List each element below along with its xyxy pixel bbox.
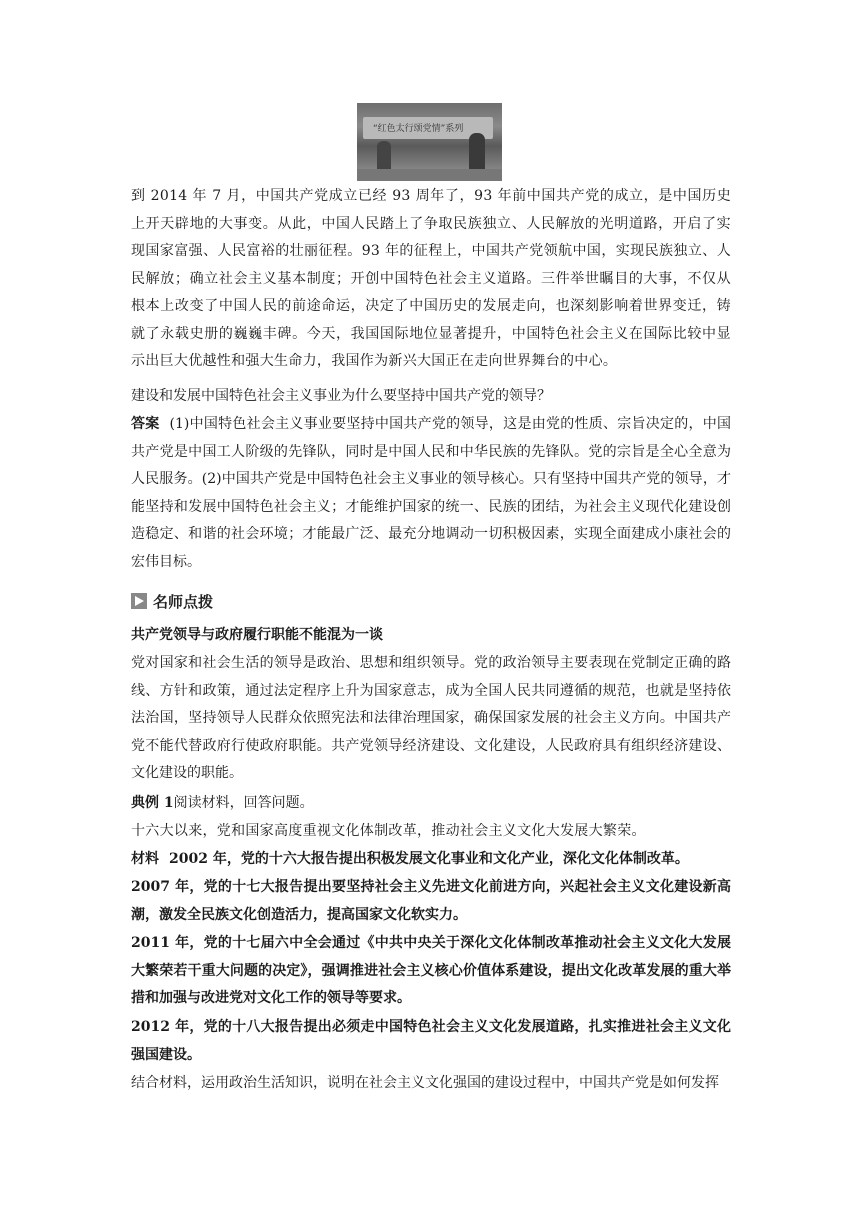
section-title: 名师点拨 bbox=[153, 592, 214, 611]
material-2011-text: 2011 年，党的十七届六中全会通过《中共中央关于深化文化体制改革推动社会主义文化大发展大繁荣若干重大问题的决定》，强调推进社会主义核心价值体系建设，提出文化改革发展的重大举措和加强与改进党对文化工作的领导等要求。 bbox=[131, 935, 731, 1006]
answer-text: (1)中国特色社会主义事业要坚持中国共产党的领导，这是由党的性质、宗旨决定的，中国共产党是中国工人阶级的先锋队，同时是中国人民和中华民族的先锋队。党的宗旨是全心全意为人民服务。(2)中国共产党是中国特色社会主义事业的领导核心。只有坚持中国共产党的领导，才能坚持和发展中国特色社会主义；才能维护国家的统一、民族的团结，为社会主义现代化建设创造稳定、和谐的社会环境；才能最广泛、最充分地调动一切积极因素，实现全面建成小康社会的宏伟目标。 bbox=[131, 416, 731, 570]
material-label: 材料 bbox=[131, 851, 159, 867]
example-prompt-block bbox=[131, 790, 731, 818]
example-prompt: 阅读材料，回答问题。 bbox=[173, 795, 314, 811]
photo-ground bbox=[357, 169, 502, 181]
material-2002-line bbox=[131, 846, 731, 874]
intro-material-text: 到 2014 年 7 月，中国共产党成立已经 93 周年了，93 年前中国共产党的成立，是中国历史上开天辟地的大事变。从此，中国人民踏上了争取民族独立、人民解放的光明道路，开启了实现国家富强、人民富裕的壮丽征程。93 年的征程上，中国共产党领航中国，实现民族独立、人民解放；确立社会主义基本制度；开创中国特色社会主义道路。三件举世瞩目的大事，不仅从根本上改变了中国人民的前途命运，决定了中国历史的发展走向，也深刻影响着世界变迁，铸就了永载史册的巍巍丰碑。今天，我国国际地位显著提升，中国特色社会主义在国际比较中显示出巨大优越性和强大生命力，我国作为新兴大国正在走向世界舞台的中心。 bbox=[131, 188, 731, 369]
question-block bbox=[131, 383, 731, 411]
event-photo bbox=[357, 103, 502, 181]
photo-banner-text: “红色太行颂党情”系列 bbox=[373, 124, 464, 134]
question-text: 建设和发展中国特色社会主义事业为什么要坚持中国共产党的领导？ bbox=[131, 388, 551, 404]
intro-material-block bbox=[131, 183, 731, 376]
material-2007-block bbox=[131, 874, 731, 929]
example-label: 典例 1 bbox=[131, 795, 174, 811]
play-triangle-icon bbox=[131, 593, 147, 609]
material-2002-text: 2002 年，党的十六大报告提出积极发展文化事业和文化产业，深化文化体制改革。 bbox=[169, 851, 689, 867]
example-question-text: 结合材料，运用政治生活知识，说明在社会主义文化强国的建设过程中，中国共产党是如何发挥 bbox=[131, 1075, 719, 1091]
answer-label: 答案 bbox=[131, 416, 160, 432]
material-2012-text: 2012 年，党的十八大报告提出必须走中国特色社会主义文化发展道路，扎实推进社会主义文化强国建设。 bbox=[131, 1019, 731, 1063]
example-lead-block bbox=[131, 818, 731, 846]
example-prompt-line bbox=[131, 790, 731, 818]
answer-block bbox=[131, 411, 731, 576]
example-question-block bbox=[131, 1070, 731, 1098]
section-body-text: 党对国家和社会生活的领导是政治、思想和组织领导。党的政治领导主要表现在党制定正确的路线、方针和政策，通过法定程序上升为国家意志，成为全国人民共同遵循的规范，也就是坚持依法治国，坚持领导人民群众依照宪法和法律治理国家，确保国家发展的社会主义方向。中国共产党不能代替政府行使政府职能。共产党领导经济建设、文化建设，人民政府具有组织经济建设、文化建设的职能。 bbox=[131, 655, 731, 781]
answer-paragraph bbox=[131, 411, 731, 576]
material-2012-block bbox=[131, 1014, 731, 1069]
material-2011-block bbox=[131, 930, 731, 1013]
material-2002-block bbox=[131, 846, 731, 874]
section-subtitle: 共产党领导与政府履行职能不能混为一谈 bbox=[131, 627, 383, 643]
section-body-block bbox=[131, 650, 731, 788]
example-lead-text: 十六大以来，党和国家高度重视文化体制改革，推动社会主义文化大发展大繁荣。 bbox=[131, 823, 646, 839]
section-header bbox=[131, 590, 213, 612]
material-2007-text: 2007 年，党的十七大报告提出要坚持社会主义先进文化前进方向，兴起社会主义文化建设新高潮，激发全民族文化创造活力，提高国家文化软实力。 bbox=[131, 879, 731, 923]
